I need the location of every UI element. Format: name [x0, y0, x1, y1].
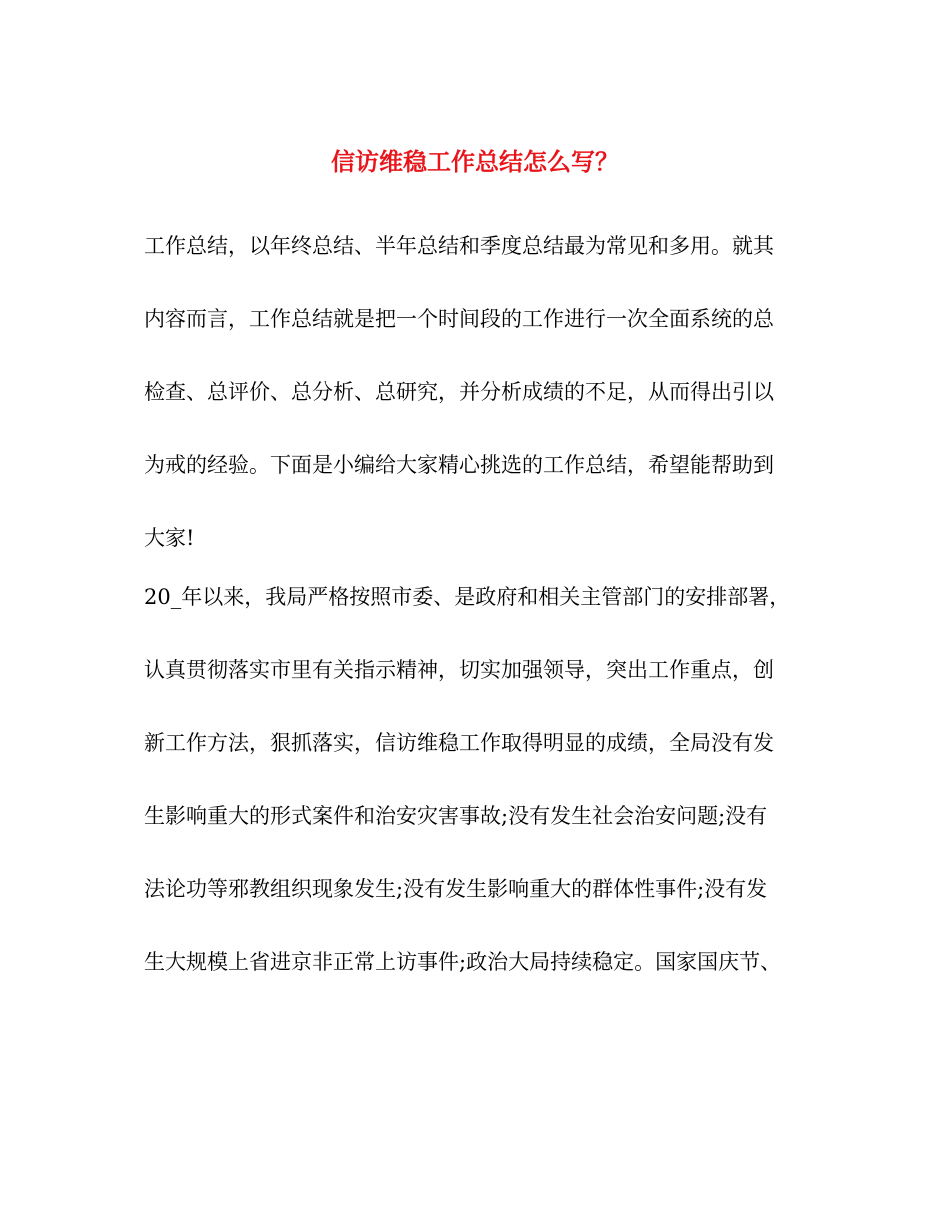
- text-line: 检查、总评价、总分析、总研究，并分析成绩的不足，从而得出引以: [144, 380, 774, 404]
- text-line: 认真贯彻落实市里有关指示精神，切实加强领导，突出工作重点，创: [144, 658, 774, 682]
- text-line: 法论功等邪教组织现象发生;没有发生影响重大的群体性事件;没有发: [144, 877, 768, 901]
- text-line: 内容而言，工作总结就是把一个时间段的工作进行一次全面系统的总: [144, 307, 774, 331]
- page-title: 信访维稳工作总结怎么写？: [331, 147, 619, 176]
- text-line: 20_年以来，我局严格按照市委、是政府和相关主管部门的安排部署，: [144, 585, 791, 609]
- text-line: 生大规模上省进京非正常上访事件;政治大局持续稳定。国家国庆节、: [144, 950, 782, 974]
- text-line: 为戒的经验。下面是小编给大家精心挑选的工作总结，希望能帮助到: [144, 453, 774, 477]
- text-line: 工作总结，以年终总结、半年总结和季度总结最为常见和多用。就其: [144, 234, 774, 258]
- text-line: 大家!: [144, 526, 195, 550]
- text-line: 生影响重大的形式案件和治安灾害事故;没有发生社会治安问题;没有: [144, 804, 768, 828]
- text-line: 新工作方法，狠抓落实，信访维稳工作取得明显的成绩，全局没有发: [144, 731, 774, 755]
